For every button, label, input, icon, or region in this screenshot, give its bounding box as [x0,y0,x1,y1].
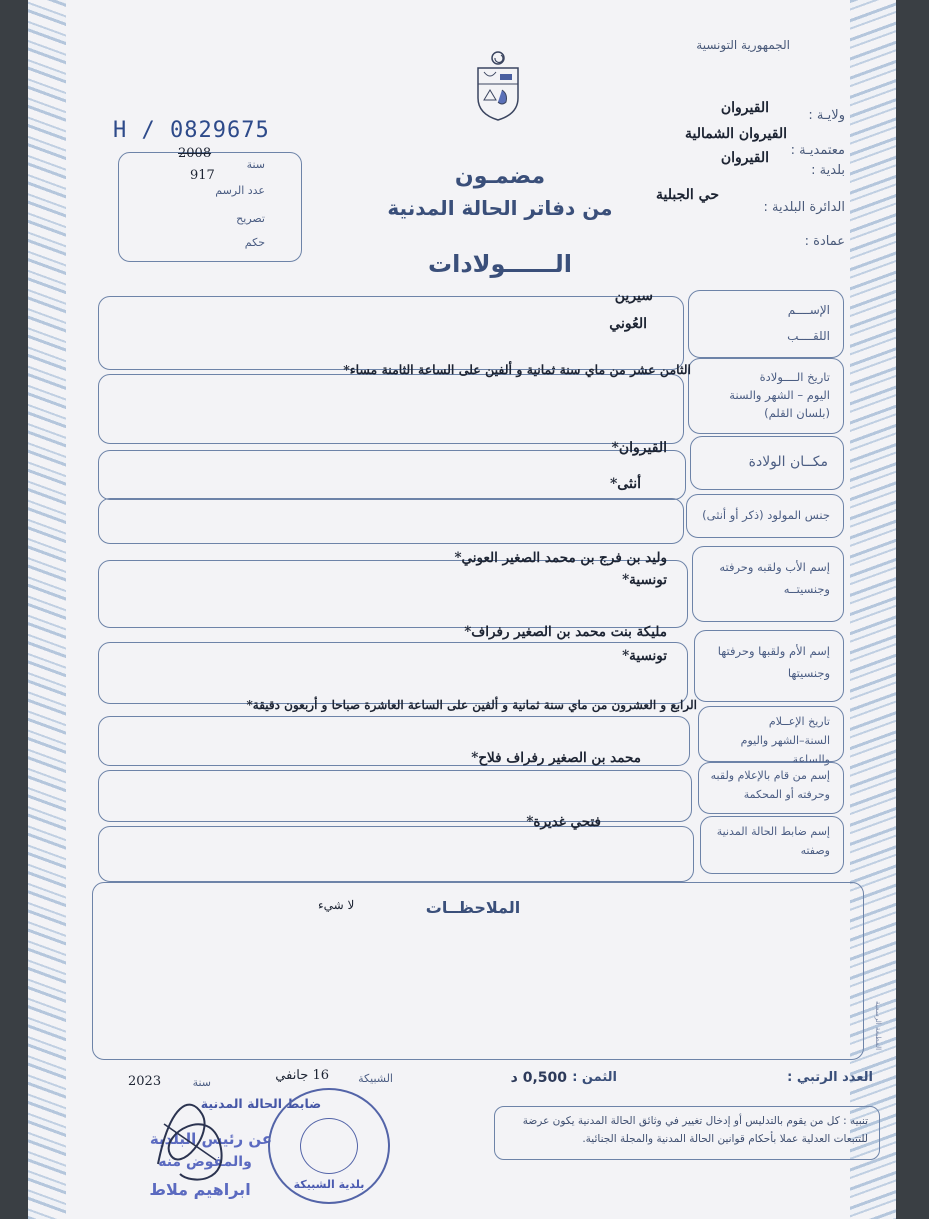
value-box-name [98,296,684,370]
order-number-label: العدد الرتبي : [787,1070,873,1085]
signature-officer-title: ضابط الحالة المدنية [200,1096,322,1111]
label-father: إسم الأب ولقبه وحرفته وجنسيتــه [719,560,830,596]
label-officer: إسم ضابط الحالة المدنية وصفته [716,825,830,857]
daira-label: الدائرة البلدية : [763,200,845,215]
baladia-value: القيروان [720,150,769,166]
value-declarant: محمد بن الصغير رفراف فلاح* [471,750,641,766]
reg-number-label: عدد الرسم [215,184,265,197]
value-box-declarant [98,770,692,822]
title-line3: الــــــولادات [427,250,573,278]
value-father-name: وليد بن فرج بن محمد الصغير العوني* [454,550,667,566]
remarks-label: الملاحظــات [425,898,521,917]
value-sex: أنثى* [609,476,641,492]
price-value: 0,500 د [510,1070,567,1086]
value-declaration-date: الرابع و العشرون من ماي سنة ثمانية و ألفين على الساعة العاشرة صباحا و أربعون دقيقة* [246,698,697,712]
value-box-mother [98,642,688,704]
serial-number: H / 0829675 [113,118,270,143]
label-sex: جنس المولود (ذكر أو أنثى) [702,508,830,522]
label-declaration-date: تاريخ الإعــلام السنة–الشهر واليوم والساعة [740,715,830,766]
title-line2: من دفاتر الحالة المدنية [387,196,613,220]
value-box-birth-place [98,450,686,500]
label-declarant: إسم من قام بالإعلام ولقبه وحرفته أو المحكمة [710,769,830,801]
handwritten-signature [150,1084,230,1194]
value-box-birth-date [98,374,684,444]
value-officer: فتحي غديرة* [526,814,601,830]
remarks-value: لا شيء [318,898,355,912]
omada-label: عمادة : [804,234,845,249]
motamadia-label: معتمديـة : [790,143,845,158]
value-first-name: سيرين [614,288,653,304]
footer-year-label: سنة [192,1076,211,1089]
label-mother: إسم الأم ولقبها وحرفتها وجنسيتها [717,644,830,680]
left-guilloche-border [28,0,66,1219]
reg-declaration-label: تصريح [236,212,265,225]
wilaya-value: القيروان [720,100,769,116]
daira-value: حي الجبلية [656,187,719,203]
motamadia-value: القيروان الشمالية [685,126,787,142]
value-box-sex [98,498,684,544]
price-label: الثمن : [572,1070,617,1085]
baladia-label: بلدية : [811,163,845,178]
reg-year-label: سنة [246,158,265,171]
wilaya-label: ولايـة : [808,108,845,123]
side-print-note: المطبعة الرسمية [874,1000,882,1050]
label-birth-date: تاريخ الــــولادة اليوم – الشهر والسنة (بلسان القلم) [729,370,830,420]
footer-date-label: الشبيكة [358,1072,393,1085]
value-birth-place: القيروان* [611,440,667,456]
value-mother-nationality: تونسية* [622,648,667,664]
tunisia-emblem-icon [470,50,526,122]
republic-heading: الجمهورية التونسية [696,38,790,52]
value-box-officer [98,826,694,882]
value-box-father [98,560,688,628]
label-birth-place: مكــان الولادة [748,454,828,470]
reg-judgment-label: حكم [244,236,265,249]
value-surname: العُوني [609,316,647,332]
title-line1: مضمـون [454,164,546,189]
stamp-text: بلدية الشبيكة [293,1178,365,1191]
warning-text: تنبيه : كل من يقوم بالتدليس أو إدخال تغيير في وثائق الحالة المدنية يكون عرضة للتتبعات العدلية عملا بأحكام قوانين الحالة المدنية والمجلة الجنائية. [522,1115,868,1145]
reg-year-value: 2008 [178,146,212,161]
value-mother-name: مليكة بنت محمد بن الصغير رفراف* [464,624,667,640]
signature-officer-name: ابراهيم ملاط [149,1180,251,1199]
signature-delegate: والمفوض منه [158,1154,252,1170]
value-father-nationality: تونسية* [622,572,667,588]
footer-date-value: 16 جانفي [275,1068,329,1083]
label-name: الإســــم اللقــــب [787,303,830,343]
reg-number-value: 917 [190,168,215,183]
stamp-inner-ring [300,1118,358,1174]
value-birth-date: الثامن عشر من ماي سنة ثمانية و ألفين على الساعة الثامنة مساء* [343,362,691,377]
signature-for-mayor: عن رئيس البلدية [149,1130,273,1148]
footer-year-value: 2023 [128,1074,162,1089]
